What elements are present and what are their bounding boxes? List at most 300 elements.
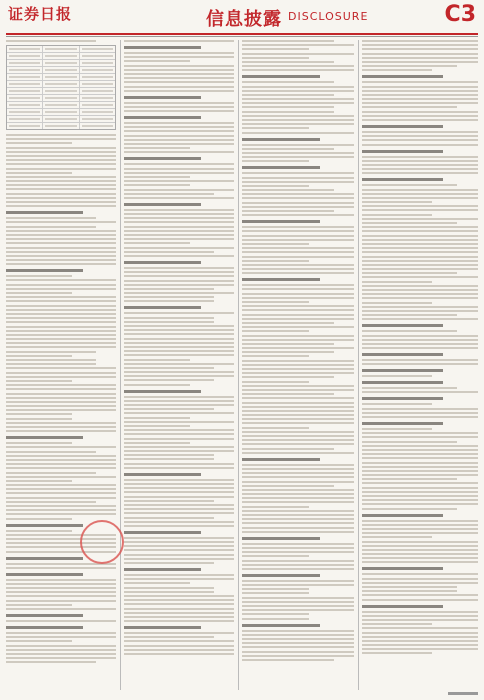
text-line	[242, 235, 354, 237]
text-line	[6, 313, 116, 315]
text-line	[362, 553, 478, 555]
paragraph-heading	[124, 473, 201, 476]
table-cell	[43, 88, 79, 94]
text-line	[6, 509, 116, 511]
text-line	[242, 592, 309, 594]
table-cell	[80, 74, 115, 80]
paragraph-heading	[242, 75, 320, 78]
text-line	[242, 605, 354, 607]
text-line	[124, 612, 234, 614]
table-row	[7, 109, 115, 116]
text-line	[362, 239, 478, 241]
text-line	[362, 652, 432, 654]
text-line	[242, 527, 354, 529]
text-line	[362, 578, 478, 580]
text-line	[242, 268, 354, 270]
text-line	[124, 545, 234, 547]
text-line	[362, 586, 457, 588]
text-line	[124, 512, 234, 514]
text-line	[124, 649, 234, 651]
text-line	[124, 454, 214, 456]
text-line	[242, 48, 309, 50]
text-column-1	[6, 40, 116, 690]
text-line	[362, 156, 478, 158]
text-line	[124, 209, 234, 211]
text-line	[124, 537, 234, 539]
text-line	[362, 201, 432, 203]
text-line	[6, 242, 116, 244]
text-line	[6, 147, 116, 149]
text-line	[124, 60, 190, 62]
table-row	[7, 53, 115, 60]
text-line	[242, 314, 354, 316]
text-line	[6, 359, 96, 361]
text-line	[124, 180, 234, 182]
text-line	[242, 243, 309, 245]
text-line	[242, 393, 334, 395]
text-line	[124, 517, 214, 519]
column-divider	[358, 40, 359, 690]
text-line	[362, 466, 478, 468]
text-line	[362, 119, 478, 121]
text-line	[6, 657, 116, 659]
text-line	[6, 476, 116, 478]
text-line	[362, 582, 478, 584]
text-line	[124, 350, 234, 352]
text-line	[242, 501, 354, 503]
text-line	[242, 638, 354, 640]
text-line	[124, 429, 234, 431]
paragraph-heading	[242, 624, 320, 627]
text-line	[6, 513, 116, 515]
text-line	[6, 163, 116, 165]
table-cell	[7, 116, 43, 122]
text-line	[242, 256, 354, 258]
text-line	[242, 560, 354, 562]
text-line	[242, 284, 354, 286]
text-line	[6, 275, 72, 277]
text-line	[362, 289, 478, 291]
text-line	[242, 214, 354, 216]
text-line	[242, 318, 354, 320]
text-line	[362, 272, 457, 274]
text-line	[6, 230, 116, 232]
text-line	[362, 615, 478, 617]
text-line	[242, 272, 354, 274]
paragraph-heading	[242, 138, 320, 141]
text-line	[124, 521, 234, 523]
text-line	[362, 226, 478, 228]
paragraph-heading	[6, 626, 83, 629]
text-line	[124, 280, 234, 282]
text-line	[124, 504, 234, 506]
text-line	[362, 131, 478, 133]
text-line	[242, 288, 354, 290]
paragraph-heading	[362, 324, 443, 327]
text-line	[124, 562, 214, 564]
text-line	[124, 172, 234, 174]
text-line	[242, 152, 354, 154]
text-line	[362, 260, 478, 262]
text-line	[6, 279, 116, 281]
text-line	[124, 238, 234, 240]
text-line	[242, 330, 309, 332]
text-line	[242, 372, 354, 374]
text-line	[242, 343, 334, 345]
text-line	[362, 541, 478, 543]
text-line	[124, 578, 234, 580]
text-line	[362, 644, 478, 646]
paragraph-heading	[124, 203, 201, 206]
text-line	[124, 81, 234, 83]
text-line	[124, 69, 234, 71]
text-line	[124, 184, 190, 186]
text-line	[124, 496, 234, 498]
text-line	[124, 230, 234, 232]
text-line	[242, 210, 334, 212]
text-line	[362, 636, 478, 638]
text-line	[362, 335, 478, 337]
table-cell	[7, 67, 43, 73]
paragraph-heading	[242, 574, 320, 577]
table-cell	[43, 116, 79, 122]
table-cell	[80, 102, 115, 108]
text-line	[362, 69, 432, 71]
text-line	[242, 489, 354, 491]
text-line	[242, 339, 354, 341]
table-row	[7, 116, 115, 123]
text-line	[124, 292, 234, 294]
text-line	[124, 271, 234, 273]
column-divider	[120, 40, 121, 690]
text-line	[362, 65, 457, 67]
text-column-2	[124, 40, 234, 690]
text-line	[242, 351, 334, 353]
text-line	[362, 160, 478, 162]
text-line	[124, 525, 234, 527]
text-line	[124, 603, 234, 605]
text-line	[362, 193, 478, 195]
text-line	[362, 590, 457, 592]
text-line	[362, 508, 457, 510]
text-line	[362, 347, 478, 349]
text-line	[362, 474, 478, 476]
text-line	[362, 457, 478, 459]
text-line	[124, 379, 214, 381]
text-line	[6, 259, 116, 261]
text-line	[124, 359, 190, 361]
text-line	[362, 499, 478, 501]
text-line	[6, 384, 116, 386]
paragraph-heading	[124, 531, 201, 534]
text-line	[362, 214, 432, 216]
text-line	[124, 317, 214, 319]
text-line	[6, 342, 116, 344]
table-row	[7, 102, 115, 109]
text-line	[362, 268, 478, 270]
text-line	[362, 441, 457, 443]
text-line	[242, 418, 354, 420]
text-line	[6, 284, 116, 286]
text-line	[242, 476, 354, 478]
text-line	[124, 587, 214, 589]
text-line	[362, 276, 478, 278]
text-line	[242, 123, 354, 125]
text-line	[362, 387, 457, 389]
text-line	[124, 221, 234, 223]
text-line	[6, 451, 96, 453]
paragraph-heading	[362, 381, 443, 384]
text-line	[242, 431, 354, 433]
paragraph-heading	[124, 568, 201, 571]
text-line	[242, 53, 354, 55]
text-line	[6, 645, 116, 647]
text-line	[124, 620, 234, 622]
text-line	[242, 642, 354, 644]
text-line	[242, 364, 354, 366]
text-line	[124, 558, 234, 560]
text-line	[6, 346, 116, 348]
table-cell	[43, 81, 79, 87]
paragraph-heading	[362, 353, 443, 356]
table-cell	[80, 109, 115, 115]
text-line	[362, 53, 478, 55]
text-line	[242, 226, 354, 228]
text-line	[242, 326, 354, 328]
text-line	[124, 541, 234, 543]
text-line	[6, 330, 116, 332]
text-line	[124, 284, 234, 286]
text-line	[362, 164, 478, 166]
text-line	[242, 655, 354, 657]
text-line	[242, 185, 309, 187]
text-line	[124, 122, 234, 124]
page-number: C3	[444, 2, 476, 27]
column-divider	[238, 40, 239, 690]
table-cell	[7, 60, 43, 66]
text-line	[242, 422, 354, 424]
text-line	[124, 143, 234, 145]
text-line	[242, 251, 354, 253]
text-line	[362, 230, 478, 232]
text-line	[124, 491, 234, 493]
text-line	[362, 632, 478, 634]
text-line	[124, 591, 214, 593]
text-line	[124, 412, 234, 414]
text-line	[242, 584, 354, 586]
paragraph-heading	[6, 211, 83, 214]
paragraph-heading	[124, 116, 201, 119]
table-cell	[80, 53, 115, 59]
text-line	[362, 251, 478, 253]
text-line	[362, 111, 478, 113]
text-line	[124, 73, 234, 75]
text-line	[6, 317, 116, 319]
text-line	[362, 619, 478, 621]
text-line	[6, 413, 72, 415]
text-line	[124, 446, 234, 448]
text-line	[362, 293, 478, 295]
text-column-3	[242, 40, 354, 690]
text-line	[124, 438, 234, 440]
text-line	[6, 217, 96, 219]
text-line	[362, 184, 457, 186]
table-cell	[80, 46, 115, 52]
text-line	[242, 69, 354, 71]
text-line	[124, 549, 234, 551]
text-line	[124, 616, 234, 618]
text-line	[242, 410, 354, 412]
text-line	[242, 601, 354, 603]
text-line	[124, 338, 234, 340]
text-line	[6, 591, 116, 593]
text-line	[6, 159, 116, 161]
text-line	[6, 372, 116, 374]
text-line	[362, 310, 478, 312]
text-line	[124, 40, 234, 42]
text-line	[6, 288, 116, 290]
text-line	[362, 528, 478, 530]
text-line	[362, 139, 478, 141]
text-line	[124, 251, 214, 253]
text-line	[242, 106, 334, 108]
text-line	[6, 600, 116, 602]
text-line	[362, 318, 478, 320]
text-line	[362, 561, 478, 563]
paragraph-heading	[242, 166, 320, 169]
section-title: 信息披露	[206, 9, 282, 30]
paragraph-heading	[6, 436, 83, 439]
text-line	[124, 329, 234, 331]
text-line	[124, 288, 214, 290]
text-line	[124, 375, 234, 377]
text-line	[6, 583, 116, 585]
text-line	[124, 640, 234, 642]
text-line	[6, 300, 116, 302]
text-line	[362, 339, 478, 341]
text-line	[124, 483, 234, 485]
text-line	[6, 459, 116, 461]
text-line	[362, 218, 478, 220]
paragraph-heading	[362, 567, 443, 570]
paragraph-heading	[362, 369, 443, 372]
text-line	[242, 397, 354, 399]
text-line	[124, 102, 234, 104]
text-line	[362, 416, 478, 418]
text-line	[362, 189, 478, 191]
text-line	[242, 98, 354, 100]
text-line	[6, 188, 116, 190]
text-line	[242, 40, 334, 42]
table-cell	[80, 81, 115, 87]
table-cell	[43, 60, 79, 66]
text-line	[124, 458, 214, 460]
text-line	[124, 653, 234, 655]
text-line	[124, 574, 234, 576]
text-line	[6, 376, 116, 378]
text-line	[242, 301, 309, 303]
text-line	[6, 579, 116, 581]
text-line	[242, 197, 354, 199]
text-line	[242, 613, 309, 615]
text-line	[242, 414, 354, 416]
masthead	[0, 0, 484, 34]
text-line	[6, 338, 116, 340]
text-line	[124, 599, 234, 601]
text-line	[242, 435, 354, 437]
text-line	[124, 56, 234, 58]
text-line	[242, 452, 354, 454]
text-line	[124, 346, 234, 348]
text-line	[362, 285, 478, 287]
text-line	[362, 168, 478, 170]
text-line	[124, 442, 190, 444]
table-cell	[80, 123, 115, 129]
text-line	[362, 573, 478, 575]
text-line	[362, 648, 478, 650]
paragraph-heading	[6, 573, 83, 576]
text-line	[6, 401, 116, 403]
text-line	[124, 463, 234, 465]
text-line	[242, 497, 354, 499]
text-line	[362, 640, 478, 642]
text-line	[242, 65, 354, 67]
text-line	[362, 81, 478, 83]
text-line	[6, 168, 116, 170]
text-line	[362, 403, 432, 405]
text-line	[6, 184, 116, 186]
text-line	[124, 396, 234, 398]
text-line	[362, 363, 478, 365]
text-line	[6, 393, 116, 395]
text-line	[242, 485, 334, 487]
text-line	[6, 238, 116, 240]
text-line	[124, 582, 190, 584]
text-line	[6, 296, 116, 298]
text-line	[362, 503, 478, 505]
text-line	[124, 147, 190, 149]
paragraph-heading	[362, 150, 443, 153]
text-line	[242, 119, 354, 121]
text-line	[6, 326, 116, 328]
text-line	[6, 472, 96, 474]
text-line	[124, 595, 234, 597]
text-line	[362, 197, 478, 199]
text-line	[242, 588, 309, 590]
text-line	[242, 630, 354, 632]
text-line	[362, 44, 478, 46]
text-line	[6, 351, 96, 353]
text-line	[124, 404, 234, 406]
text-line	[362, 98, 478, 100]
table-row	[7, 67, 115, 74]
text-line	[6, 142, 72, 144]
table-cell	[7, 88, 43, 94]
text-line	[6, 442, 72, 444]
text-line	[362, 86, 478, 88]
text-line	[242, 115, 354, 117]
table-cell	[80, 60, 115, 66]
text-line	[6, 632, 116, 634]
text-line	[242, 646, 354, 648]
text-line	[6, 40, 96, 42]
newspaper-logo: 证券日报	[8, 5, 73, 23]
text-line	[6, 155, 116, 157]
text-line	[242, 634, 354, 636]
text-line	[242, 406, 354, 408]
text-line	[362, 106, 457, 108]
text-line	[6, 604, 72, 606]
